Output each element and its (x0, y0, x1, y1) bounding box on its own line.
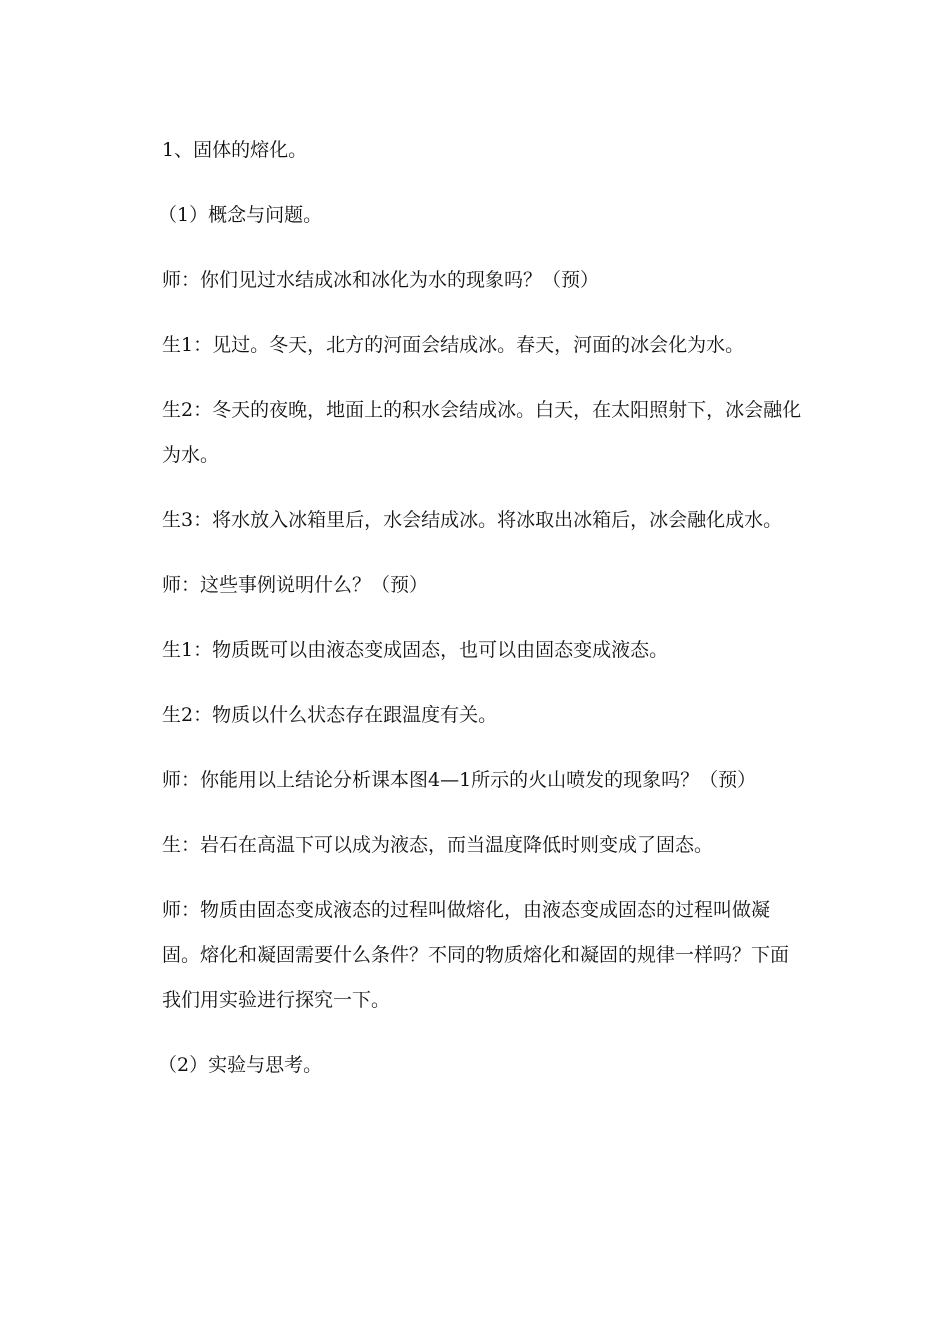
subsection-heading: （1）概念与问题。 (158, 204, 323, 226)
dialogue-line: 师：你能用以上结论分析课本图4—1所示的火山喷发的现象吗？（预） (162, 769, 757, 791)
dialogue-line: 师：你们见过水结成冰和冰化为水的现象吗？（预） (162, 269, 600, 291)
dialogue-line: 生2：冬天的夜晚，地面上的积水会结成冰。白天，在太阳照射下，冰会融化为水。 (162, 399, 802, 466)
section-heading: 1、固体的熔化。 (162, 139, 308, 161)
dialogue-line: 生1：见过。冬天，北方的河面会结成冰。春天，河面的冰会化为水。 (162, 334, 745, 356)
dialogue-line: 生：岩石在高温下可以成为液态，而当温度降低时则变成了固态。 (162, 834, 714, 856)
dialogue-line: 师：物质由固态变成液态的过程叫做熔化，由液态变成固态的过程叫做凝固。熔化和凝固需要什么条件？不同的物质熔化和凝固的规律一样吗？下面我们用实验进行探究一下。 (162, 899, 790, 1011)
dialogue-line: 生1：物质既可以由液态变成固态，也可以由固态变成液态。 (162, 639, 669, 661)
dialogue-line: 生3：将水放入冰箱里后，水会结成冰。将冰取出冰箱后，冰会融化成水。 (162, 509, 783, 531)
document-body (158, 128, 802, 1108)
dialogue-line: 生2：物质以什么状态存在跟温度有关。 (162, 704, 498, 726)
subsection-heading: （2）实验与思考。 (158, 1054, 323, 1076)
dialogue-line: 师：这些事例说明什么？（预） (162, 574, 429, 596)
